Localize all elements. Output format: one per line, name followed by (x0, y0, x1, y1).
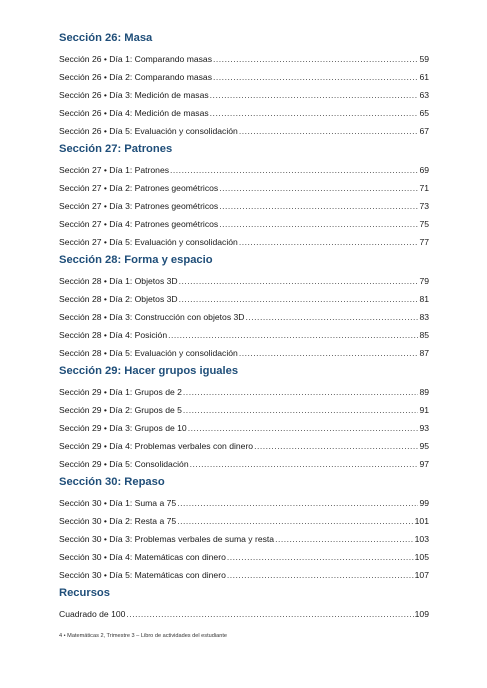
toc-entry-page-number: 61 (419, 72, 429, 82)
toc-entry-page-number: 99 (419, 498, 429, 508)
toc-entry-label: Sección 28 • Día 3: Construcción con objetos 3D (59, 312, 245, 322)
dot-leader (219, 219, 418, 229)
dot-leader (219, 201, 418, 211)
toc-entry-label: Sección 28 • Día 5: Evaluación y consolidación (59, 348, 238, 358)
toc-entry-label: Sección 28 • Día 1: Objetos 3D (59, 276, 178, 286)
page-footer: 4 • Matemáticas 2, Trimestre 3 – Libro de actividades del estudiante (59, 633, 227, 639)
toc-entry-page-number: 71 (419, 183, 429, 193)
dot-leader (227, 552, 414, 562)
dot-leader (179, 276, 419, 286)
toc-entry[interactable] (59, 348, 429, 360)
toc-entry-label: Cuadrado de 100 (59, 609, 126, 619)
toc-entry-label: Sección 30 • Día 2: Resta a 75 (59, 516, 177, 526)
dot-leader (126, 609, 413, 619)
dot-leader (210, 90, 419, 100)
dot-leader (213, 72, 418, 82)
dot-leader (188, 423, 419, 433)
toc-entry[interactable] (59, 330, 429, 342)
toc-entry-page-number: 85 (419, 330, 429, 340)
toc-entry-label: Sección 29 • Día 4: Problemas verbales con dinero (59, 441, 254, 451)
dot-leader (177, 516, 413, 526)
toc-entry[interactable] (59, 276, 429, 288)
toc-entry-label: Sección 29 • Día 2: Grupos de 5 (59, 405, 182, 415)
toc-entry-page-number: 97 (419, 459, 429, 469)
toc-entry-label: Sección 26 • Día 4: Medición de masas (59, 108, 209, 118)
dot-leader (219, 183, 418, 193)
toc-entry-page-number: 77 (419, 237, 429, 247)
toc-entry-label: Sección 30 • Día 3: Problemas verbales de suma y resta (59, 534, 275, 544)
toc-entry-label: Sección 27 • Día 3: Patrones geométricos (59, 201, 219, 211)
dot-leader (239, 348, 419, 358)
toc-entry[interactable] (59, 126, 429, 138)
toc-entry-page-number: 103 (414, 534, 429, 544)
toc-entry-page-number: 67 (419, 126, 429, 136)
toc-entry[interactable] (59, 498, 429, 510)
toc-entry-page-number: 63 (419, 90, 429, 100)
toc-entry[interactable] (59, 423, 429, 435)
toc-entry-page-number: 95 (419, 441, 429, 451)
toc-entry-label: Sección 26 • Día 3: Medición de masas (59, 90, 209, 100)
toc-entry[interactable] (59, 534, 429, 546)
toc-entry-page-number: 83 (419, 312, 429, 322)
section-title: Sección 30: Repaso (59, 476, 165, 488)
toc-entry[interactable] (59, 441, 429, 453)
toc-entry-label: Sección 26 • Día 5: Evaluación y consolidación (59, 126, 238, 136)
toc-entry[interactable] (59, 459, 429, 471)
toc-entry-page-number: 65 (419, 108, 429, 118)
toc-entry-page-number: 79 (419, 276, 429, 286)
toc-entry-page-number: 75 (419, 219, 429, 229)
section-title: Sección 28: Forma y espacio (59, 254, 213, 266)
section-title: Recursos (59, 587, 110, 599)
toc-entry-label: Sección 27 • Día 5: Evaluación y consolidación (59, 237, 238, 247)
dot-leader (275, 534, 414, 544)
toc-entry-page-number: 105 (414, 552, 429, 562)
toc-entry-page-number: 73 (419, 201, 429, 211)
toc-entry-page-number: 107 (414, 570, 429, 580)
dot-leader (239, 237, 419, 247)
dot-leader (190, 459, 419, 469)
toc-entry[interactable] (59, 570, 429, 582)
toc-entry-page-number: 59 (419, 54, 429, 64)
toc-entry-page-number: 87 (419, 348, 429, 358)
toc-entry[interactable] (59, 72, 429, 84)
dot-leader (227, 570, 414, 580)
section-title: Sección 26: Masa (59, 32, 153, 44)
dot-leader (177, 498, 418, 508)
toc-entry[interactable] (59, 108, 429, 120)
toc-entry-page-number: 89 (419, 387, 429, 397)
toc-entry[interactable] (59, 201, 429, 213)
toc-entry[interactable] (59, 219, 429, 231)
section-title: Sección 29: Hacer grupos iguales (59, 365, 239, 377)
toc-entry[interactable] (59, 183, 429, 195)
toc-entry-label: Sección 29 • Día 1: Grupos de 2 (59, 387, 182, 397)
toc-entry-label: Sección 30 • Día 1: Suma a 75 (59, 498, 177, 508)
dot-leader (168, 330, 418, 340)
toc-entry-label: Sección 27 • Día 1: Patrones (59, 165, 170, 175)
toc-entry-page-number: 109 (414, 609, 429, 619)
toc-entry[interactable] (59, 516, 429, 528)
toc-entry[interactable] (59, 54, 429, 66)
dot-leader (239, 126, 419, 136)
toc-entry-label: Sección 29 • Día 3: Grupos de 10 (59, 423, 187, 433)
toc-entry[interactable] (59, 312, 429, 324)
toc-entry[interactable] (59, 237, 429, 249)
toc-entry-label: Sección 28 • Día 4: Posición (59, 330, 168, 340)
toc-entry[interactable] (59, 165, 429, 177)
toc-entry-label: Sección 26 • Día 1: Comparando masas (59, 54, 213, 64)
toc-entry-page-number: 93 (419, 423, 429, 433)
toc-entry-label: Sección 27 • Día 2: Patrones geométricos (59, 183, 219, 193)
dot-leader (213, 54, 418, 64)
dot-leader (246, 312, 419, 322)
toc-entry[interactable] (59, 552, 429, 564)
toc-entry[interactable] (59, 405, 429, 417)
toc-entry-page-number: 69 (419, 165, 429, 175)
toc-entry-page-number: 101 (414, 516, 429, 526)
toc-entry-page-number: 81 (419, 294, 429, 304)
dot-leader (210, 108, 419, 118)
toc-entry-label: Sección 28 • Día 2: Objetos 3D (59, 294, 178, 304)
toc-entry-label: Sección 27 • Día 4: Patrones geométricos (59, 219, 219, 229)
dot-leader (254, 441, 418, 451)
dot-leader (183, 405, 419, 415)
dot-leader (179, 294, 419, 304)
section-title: Sección 27: Patrones (59, 143, 173, 155)
toc-entry[interactable] (59, 387, 429, 399)
toc-entry[interactable] (59, 294, 429, 306)
toc-entry-label: Sección 30 • Día 5: Matemáticas con dinero (59, 570, 226, 580)
toc-entry[interactable] (59, 90, 429, 102)
toc-entry-page-number: 91 (419, 405, 429, 415)
toc-entry-label: Sección 26 • Día 2: Comparando masas (59, 72, 213, 82)
dot-leader (170, 165, 418, 175)
toc-entry-label: Sección 29 • Día 5: Consolidación (59, 459, 189, 469)
toc-entry-label: Sección 30 • Día 4: Matemáticas con dinero (59, 552, 226, 562)
dot-leader (183, 387, 419, 397)
toc-entry[interactable] (59, 609, 429, 621)
